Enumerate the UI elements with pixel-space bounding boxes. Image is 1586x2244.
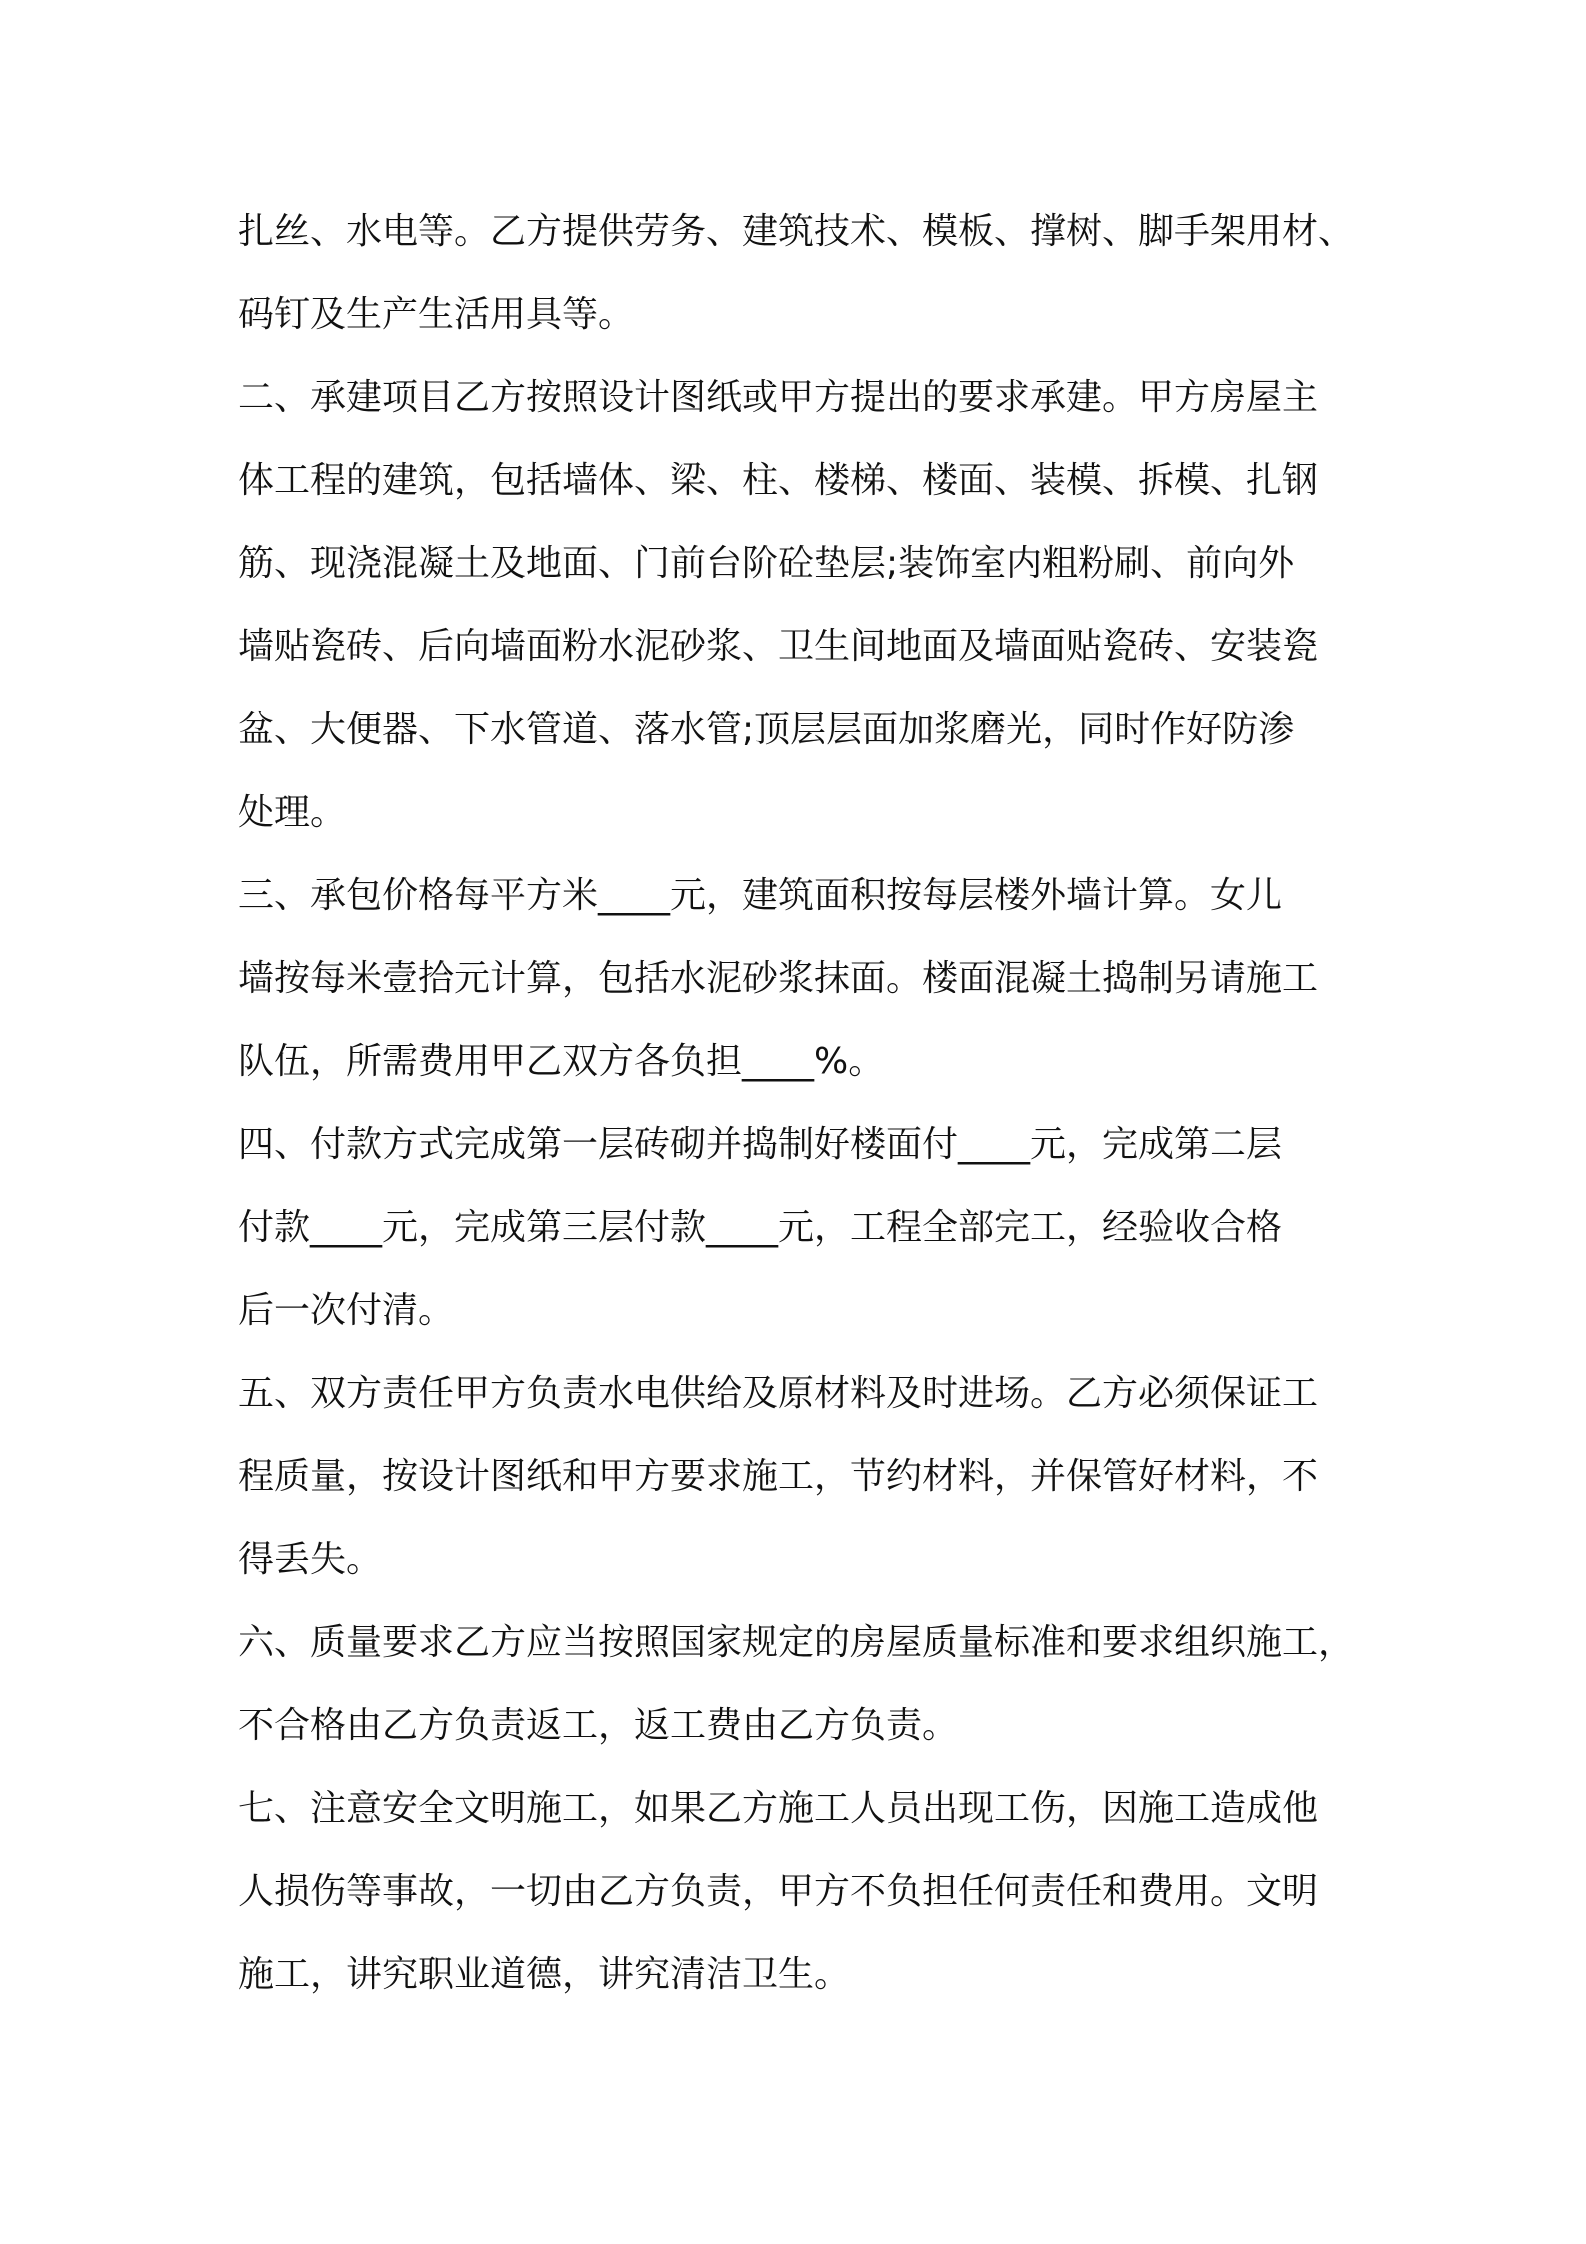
text-line: 人损伤等事故，一切由乙方负责，甲方不负担任何责任和费用。文明 <box>238 1871 1319 1912</box>
text-line: 得丢失。 <box>238 1539 383 1580</box>
text-line: 码钉及生产生活用具等。 <box>238 294 635 335</box>
text-line: 不合格由乙方负责返工，返工费由乙方负责。 <box>238 1705 959 1746</box>
text-line: 墙按每米壹拾元计算，包括水泥砂浆抹面。楼面混凝土捣制另请施工 <box>238 958 1319 999</box>
text-line: 处理。 <box>238 792 347 833</box>
document-body <box>238 190 1358 2016</box>
text-line: 筋、现浇混凝土及地面、门前台阶砼垫层;装饰室内粗粉刷、前向外 <box>238 543 1295 584</box>
text-line: 五、双方责任甲方负责水电供给及原材料及时进场。乙方必须保证工 <box>238 1373 1319 1414</box>
text-line: 程质量，按设计图纸和甲方要求施工，节约材料，并保管好材料，不 <box>238 1456 1319 1497</box>
text-line: 墙贴瓷砖、后向墙面粉水泥砂浆、卫生间地面及墙面贴瓷砖、安装瓷 <box>238 626 1319 667</box>
text-line: 六、质量要求乙方应当按照国家规定的房屋质量标准和要求组织施工， <box>238 1622 1355 1663</box>
text-line: 施工，讲究职业道德，讲究清洁卫生。 <box>238 1954 851 1995</box>
text-line: 盆、大便器、下水管道、落水管;顶层层面加浆磨光，同时作好防渗 <box>238 709 1295 750</box>
text-line: 扎丝、水电等。乙方提供劳务、建筑技术、模板、撑树、脚手架用材、 <box>238 211 1355 252</box>
text-line: 四、付款方式完成第一层砖砌并捣制好楼面付____元，完成第二层 <box>238 1124 1283 1165</box>
text-line: 付款____元，完成第三层付款____元，工程全部完工，经验收合格 <box>238 1207 1283 1248</box>
text-line: 七、注意安全文明施工，如果乙方施工人员出现工伤，因施工造成他 <box>238 1788 1319 1829</box>
text-line: 后一次付清。 <box>238 1290 455 1331</box>
text-line: 体工程的建筑，包括墙体、梁、柱、楼梯、楼面、装模、拆模、扎钢 <box>238 460 1319 501</box>
text-line: 二、承建项目乙方按照设计图纸或甲方提出的要求承建。甲方房屋主 <box>238 377 1319 418</box>
text-line: 队伍，所需费用甲乙双方各负担____%。 <box>238 1041 885 1082</box>
text-line: 三、承包价格每平方米____元，建筑面积按每层楼外墙计算。女儿 <box>238 875 1283 916</box>
